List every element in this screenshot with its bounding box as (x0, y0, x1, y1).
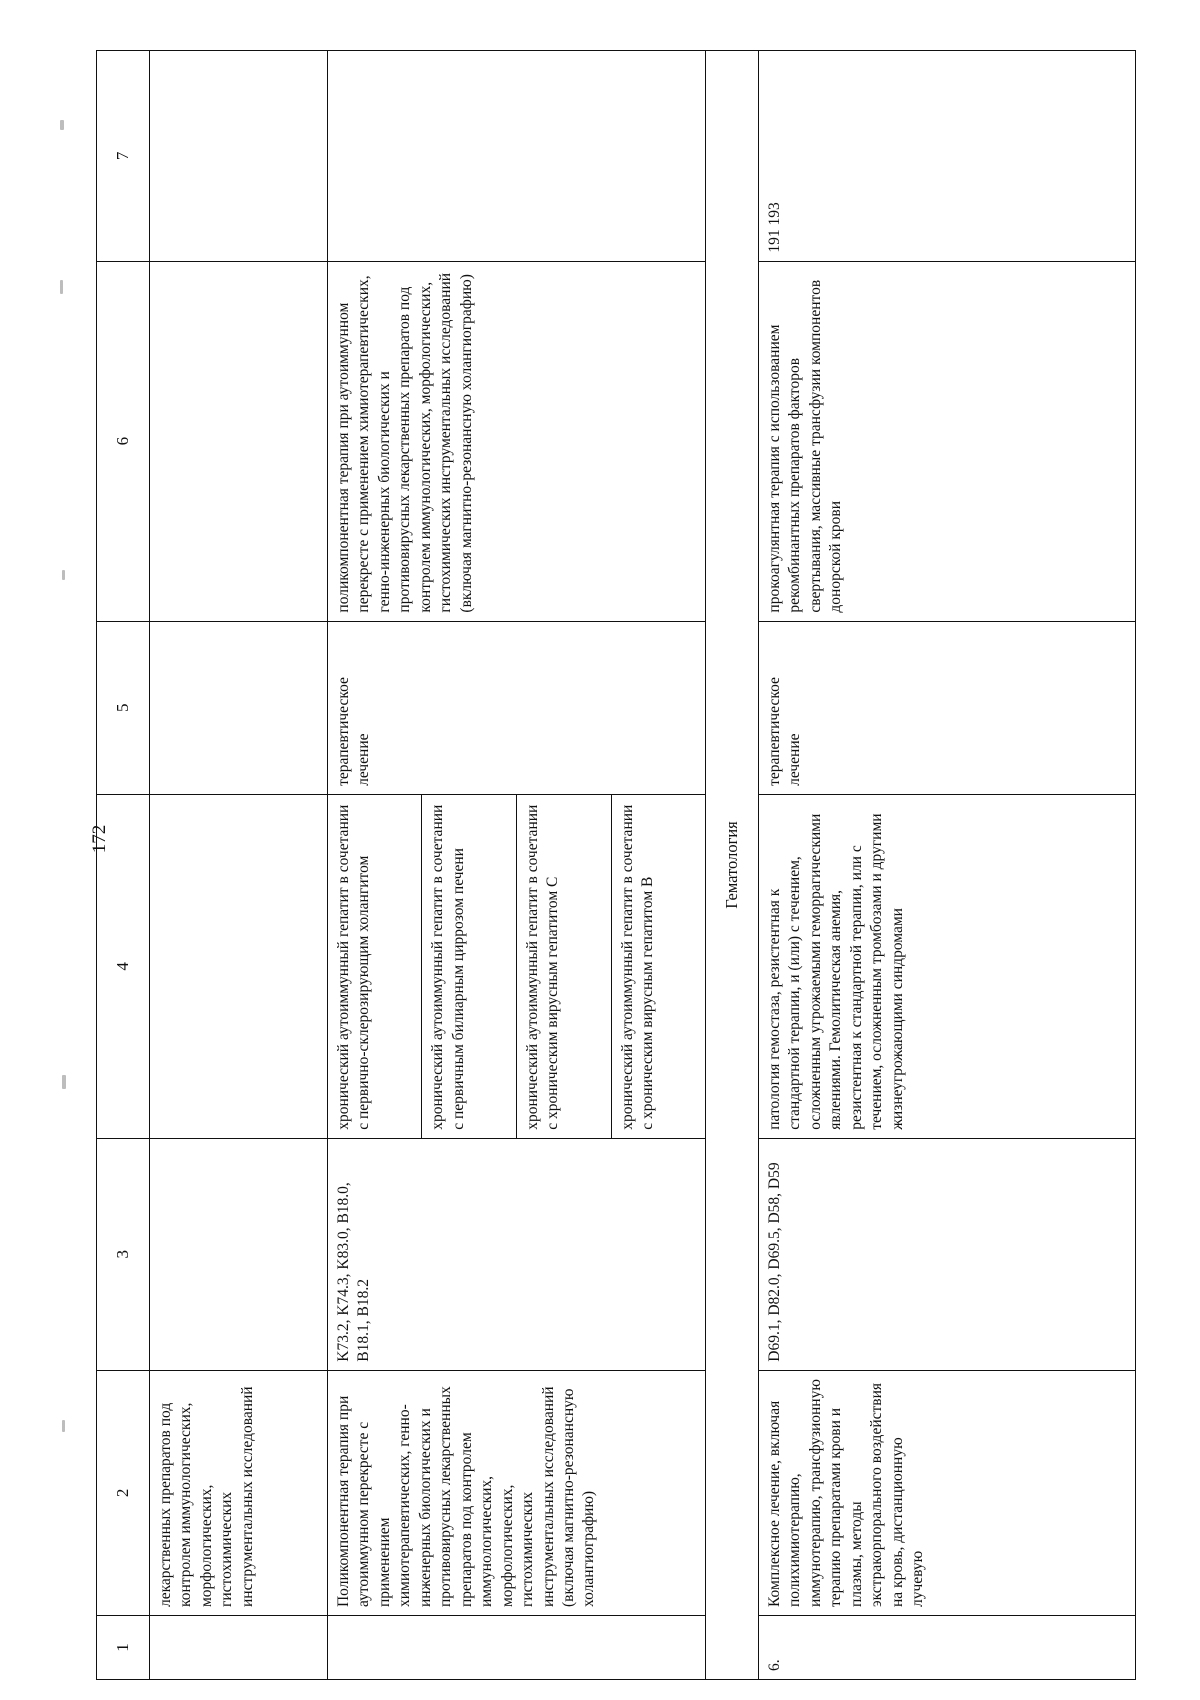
cell-col-2: лекарственных препаратов под контролем иммунологических, морфологических, гистохимических инструментальных исследований (150, 1370, 328, 1615)
cell-col-6 (150, 261, 328, 621)
cell-col-7 (328, 51, 706, 262)
scan-artifact (60, 280, 63, 294)
section-row-hematology (706, 51, 759, 1680)
scan-artifact (60, 120, 64, 130)
header-col-6: 6 (97, 261, 150, 621)
diagnosis-item: хронический аутоиммунный гепатит в сочетании с первичным билиарным циррозом печени (422, 795, 517, 1138)
table-row-6 (759, 51, 1136, 1680)
scan-artifact (62, 1075, 66, 1089)
cell-col-1: 6. (759, 1616, 1136, 1680)
header-col-3: 3 (97, 1138, 150, 1370)
cell-col-1 (150, 1616, 328, 1680)
medical-care-table (96, 50, 1136, 1680)
cell-col-3 (150, 1138, 328, 1370)
cell-col-5: терапевтическое лечение (328, 621, 706, 794)
header-col-1: 1 (97, 1616, 150, 1680)
cell-col-3: K73.2, K74.3, K83.0, B18.0, B18.1, B18.2 (328, 1138, 706, 1370)
diagnosis-item: хронический аутоиммунный гепатит в сочетании с хроническим вирусным гепатитом B (618, 804, 657, 1130)
scan-artifact (62, 570, 65, 580)
cell-col-7 (150, 51, 328, 262)
header-col-4: 4 (97, 794, 150, 1138)
header-col-5: 5 (97, 621, 150, 794)
cell-col-1 (328, 1616, 706, 1680)
diagnosis-item: хронический аутоиммунный гепатит в сочетании с первично-склерозирующим холангитом (328, 795, 422, 1138)
header-row (97, 51, 150, 1680)
table-row-continuation (150, 51, 328, 1680)
section-title: Гематология (706, 51, 759, 1680)
cell-col-2: Комплексное лечение, включая полихимиотерапию, иммунотерапию, трансфузионную терапию препаратами крови и плазмы, методы экстракорпорального воздействия на кровь, дистанционную лучевую (759, 1370, 1136, 1615)
cell-col-2: Поликомпонентная терапия при аутоиммунном перекресте с применением химиотерапевтических, генно-инженерных биологических и противовирусных лекарственных препаратов под контролем иммунологических, морфологических, гистохимических инструментальных исследований (включая магнитно-резонансную холангиографию) (328, 1370, 706, 1615)
diagnosis-subtable (328, 795, 705, 1138)
cell-col-6: прокоагулянтная терапия с использованием рекомбинантных препаратов факторов свертывания, массивные трансфузии компонентов донорской крови (759, 261, 1136, 621)
cell-col-7: 191 193 (759, 51, 1136, 262)
page-number: 172 (89, 824, 110, 854)
cell-col-4 (150, 794, 328, 1138)
header-col-7: 7 (97, 51, 150, 262)
rotated-page (96, 50, 1136, 1680)
cell-col-5 (150, 621, 328, 794)
cell-col-4: патология гемостаза, резистентная к стандартной терапии, и (или) с течением, осложненным угрожаемыми геморрагическими явлениями. Гемолитическая анемия, резистентная к стандартной терапии, или с течением, осложненным тромбозами и другими жизнеугрожающими синдромами (759, 794, 1136, 1138)
cell-col-5: терапевтическое лечение (759, 621, 1136, 794)
scan-artifact (62, 1420, 65, 1432)
cell-col-4-diagnoses (328, 794, 706, 1138)
cell-col-3: D69.1, D82.0, D69.5, D58, D59 (759, 1138, 1136, 1370)
diagnosis-item: хронический аутоиммунный гепатит в сочетании с хроническим вирусным гепатитом C (516, 795, 611, 1138)
table-row-autoimmune (328, 51, 706, 1680)
cell-col-6: поликомпонентная терапия при аутоиммунном перекресте с применением химиотерапевтических, генно-инженерных биологических и противовирусных лекарственных препаратов под контролем иммунологических, морфологических, гистохимических инструментальных исследований (включая магнитно-резонансную холангиографию) (328, 261, 706, 621)
header-col-2: 2 (97, 1370, 150, 1615)
